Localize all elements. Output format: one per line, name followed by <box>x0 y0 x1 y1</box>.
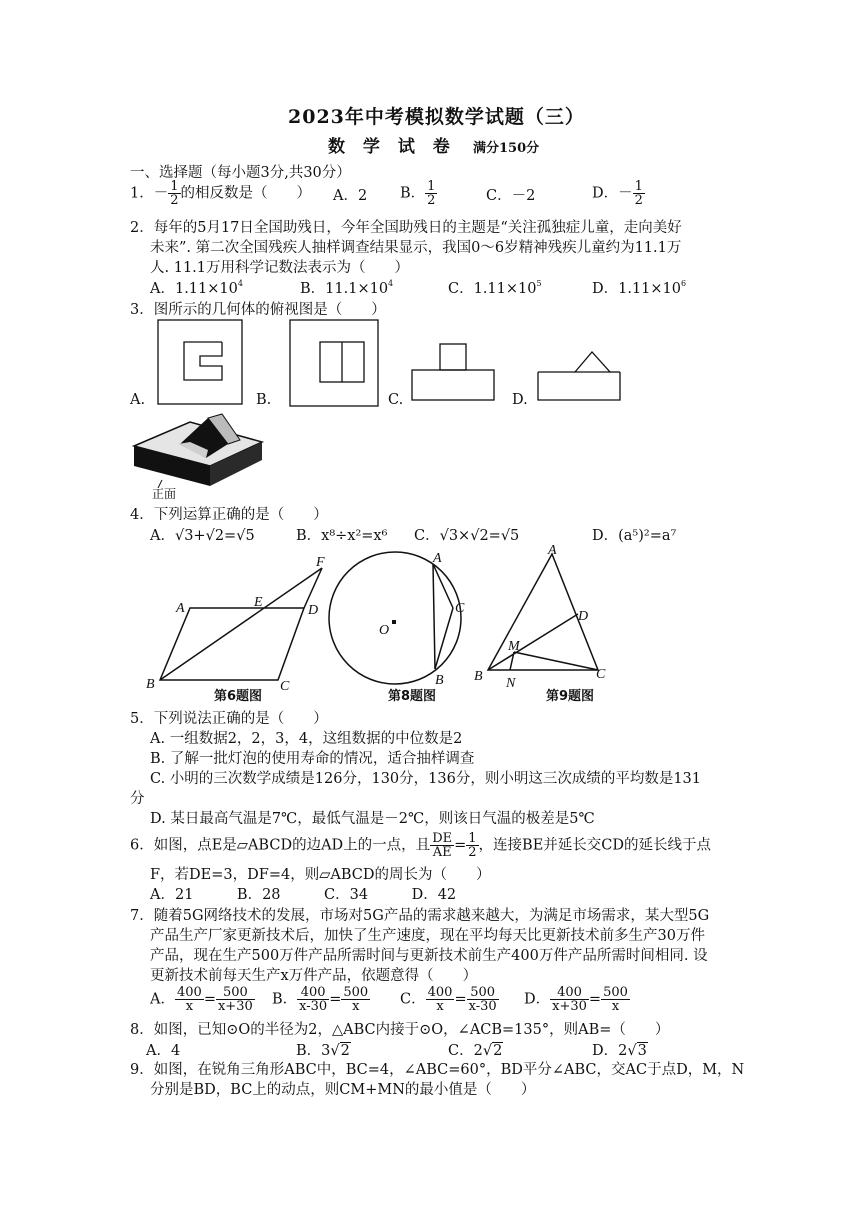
front-label: 正面 <box>152 487 177 501</box>
figure-6-caption: 第6题图 <box>214 689 263 704</box>
q1-prefix: 1．－ <box>130 185 169 202</box>
label-d: D <box>308 603 319 618</box>
label-m: M <box>508 639 520 654</box>
q4-option-a: A．√3+√2=√5 <box>150 528 255 544</box>
chord-ac <box>433 564 453 608</box>
full-score: 满分150分 <box>473 141 540 156</box>
figure-8 <box>325 550 475 690</box>
q3-solid-figure <box>130 408 280 488</box>
q1-option-b: B． $\frac{1}{2}$ <box>400 179 436 208</box>
label-b: B <box>146 677 155 690</box>
q6-ratio-fraction: $\frac{DE}{AE}$ <box>432 831 453 860</box>
q4-option-d: D．(a⁵)²=a⁷ <box>592 528 677 544</box>
q5-option-c-continued: 分 <box>130 791 145 807</box>
q7-option-d: D． $\frac{400}{x+30}$ = $\frac{500}{x}$ <box>524 985 628 1014</box>
q3-figure-b <box>290 320 378 406</box>
q4-option-b: B．x⁸÷x²=x⁶ <box>296 528 388 544</box>
page-title: 2023年中考模拟数学试题（三） <box>288 106 585 128</box>
q2-option-a: A．$1.11\times 10^4$ <box>150 279 243 297</box>
q7-line-4: 更新技术前每天生产x万件产品，依题意得（ ） <box>150 968 478 984</box>
label-b: B <box>435 673 444 688</box>
q8-option-d: D．2√3 <box>592 1043 647 1059</box>
q1-stem: 的相反数是（ ） <box>180 185 312 202</box>
q4-option-c: C．√3×√2=√5 <box>414 528 520 544</box>
q3-label-c: C. <box>388 392 404 408</box>
q2-line-2: 未来”. 第二次全国残疾人抽样调查结果显示，我国0～6岁精神残疾儿童约为11.1万 <box>150 240 682 256</box>
center-point <box>392 620 396 624</box>
q6-value-fraction: $\frac{1}{2}$ <box>468 831 477 860</box>
q2-option-b: B．$11.1\times 10^4$ <box>300 279 394 297</box>
q8-option-a: A．4 <box>146 1043 181 1059</box>
q2-line-1: 2．每年的5月17日全国助残日，今年全国助残日的主题是“关注孤独症儿童，走向美好 <box>130 220 682 236</box>
line-bd <box>488 614 578 670</box>
section-heading: 一、选择题（每小题3分,共30分） <box>130 165 351 181</box>
q1-fraction: $\frac{1}{2}$ <box>170 179 179 208</box>
q8-option-c: C．2√2 <box>448 1043 503 1059</box>
q7-option-c: C． $\frac{400}{x}$ = $\frac{500}{x-30}$ <box>400 985 497 1014</box>
circle-o <box>329 552 461 684</box>
page-subtitle: 数 学 试 卷 <box>328 137 456 157</box>
q3-label-b: B. <box>256 392 272 408</box>
q2-line-3: 人. 11.1万用科学记数法表示为（ ） <box>150 260 410 276</box>
label-b: B <box>474 669 483 684</box>
q2-option-c: C．$1.11\times 10^5$ <box>448 279 542 297</box>
figure-9-caption: 第9题图 <box>546 689 595 704</box>
label-f: F <box>316 555 325 570</box>
question-1 <box>130 180 311 207</box>
q2-option-d: D．$1.11\times 10^6$ <box>592 279 687 297</box>
q3-figure-a <box>158 320 242 404</box>
figure-6 <box>140 550 340 690</box>
q8-option-b: B．3√2 <box>296 1043 350 1059</box>
q1-option-d: D．－ $\frac{1}{2}$ <box>592 179 643 208</box>
q7-option-a: A． $\frac{400}{x}$ = $\frac{500}{x+30}$ <box>150 985 253 1014</box>
label-o: O <box>379 623 390 638</box>
figure-9 <box>470 540 620 690</box>
line-cm <box>514 652 598 670</box>
q1-option-c: C．－2 <box>486 188 536 204</box>
q8-stem: 8．如图，已知⊙O的半径为2，△ABC内接于⊙O，∠ACB=135°，则AB=（ ） <box>130 1022 670 1038</box>
parallelogram-abcd <box>160 608 304 680</box>
q3-stem: 3．图所示的几何体的俯视图是（ ） <box>130 302 386 318</box>
q7-line-1: 7．随着5G网络技术的发展，市场对5G产品的需求越来越大，为满足市场需求，某大型5G <box>130 908 710 924</box>
q3-figure-d <box>538 352 620 400</box>
q5-option-a: A. 一组数据2，2，3，4，这组数据的中位数是2 <box>150 731 463 747</box>
q4-stem: 4．下列运算正确的是（ ） <box>130 507 328 523</box>
chord-cb <box>435 608 453 669</box>
q7-line-3: 产品，现在生产500万件产品所需时间与更新技术前生产400万件产品所需时间相同. 设 <box>150 948 708 964</box>
label-a: A <box>433 551 442 566</box>
label-c: C <box>455 601 465 616</box>
q9-line-1: 9．如图，在锐角三角形ABC中，BC=4，∠ABC=60°，BD平分∠ABC，交AC于点D，M，N <box>130 1062 745 1078</box>
q3-figure-c <box>412 344 494 400</box>
label-e: E <box>254 595 263 610</box>
label-c: C <box>280 679 290 690</box>
q3-label-a: A. <box>130 392 146 408</box>
q7-line-2: 产品生产厂家更新技术后，加快了生产速度，现在平均每天比更新技术前多生产30万件 <box>150 928 705 944</box>
chord-ab <box>433 564 435 669</box>
label-a: A <box>176 601 185 616</box>
label-d: D <box>578 609 589 624</box>
q3-label-d: D. <box>512 392 528 408</box>
q6-options: A．21 B．28 C．34 D．42 <box>150 887 457 903</box>
figure-8-caption: 第8题图 <box>388 689 437 704</box>
q5-option-b: B. 了解一批灯泡的使用寿命的情况，适合抽样调查 <box>150 751 475 767</box>
q6-line-2: F，若DE=3，DF=4，则▱ABCD的周长为（ ） <box>150 867 491 883</box>
q7-option-b: B． $\frac{400}{x-30}$ = $\frac{500}{x}$ <box>272 985 369 1014</box>
q5-stem: 5．下列说法正确的是（ ） <box>130 711 328 727</box>
label-c: C <box>596 667 606 682</box>
q1-option-a: A．2 <box>333 188 368 204</box>
question-6: 6．如图，点E是▱ABCD的边AD上的一点，且 $\frac{DE}{AE}$ = $\frac{1}{2}$ ，连接BE并延长交CD的延长线于点 <box>130 831 712 860</box>
q5-option-c: C. 小明的三次数学成绩是126分，130分，136分，则小明这三次成绩的平均数是131 <box>150 771 701 787</box>
label-n: N <box>506 676 516 690</box>
q9-line-2: 分别是BD，BC上的动点，则CM+MN的最小值是（ ） <box>150 1082 536 1098</box>
q5-option-d: D. 某日最高气温是7℃，最低气温是－2℃，则该日气温的极差是5℃ <box>150 811 595 827</box>
label-a: A <box>548 543 557 558</box>
